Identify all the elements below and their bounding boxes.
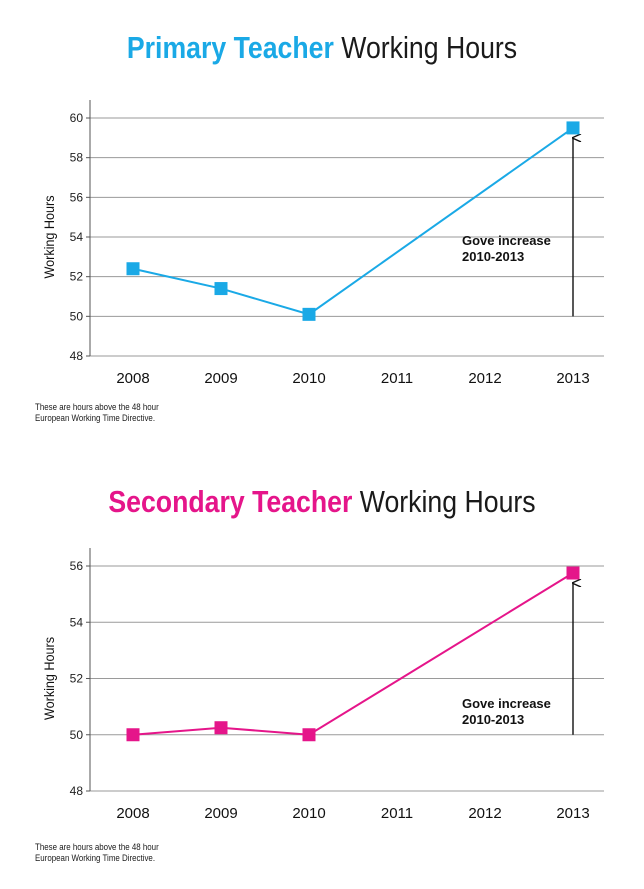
annotation-label: Gove increase 2010-2013: [462, 696, 551, 727]
x-tick-label: 2013: [556, 370, 590, 387]
x-tick-label: 2008: [116, 805, 150, 822]
chart-title-primary: [45, 30, 599, 66]
y-tick-label: 48: [69, 784, 83, 798]
y-tick-label: 50: [69, 727, 83, 742]
annotation-label: Gove increase 2010-2013: [462, 233, 551, 264]
y-tick-label: 48: [69, 349, 83, 363]
chart-title-secondary: [45, 484, 599, 520]
x-tick-label: 2008: [116, 370, 150, 387]
x-tick-label: 2009: [204, 370, 238, 387]
note-line-2: European Working Time Directive.: [35, 853, 156, 863]
data-point: [567, 121, 580, 134]
title-rest: Working Hours: [352, 484, 536, 519]
x-tick-label: 2012: [468, 370, 502, 387]
y-tick-label: 58: [69, 150, 83, 165]
title-rest: Working Hours: [333, 30, 518, 65]
x-tick-label: 2010: [292, 805, 326, 822]
secondary-line-chart: [0, 535, 644, 840]
y-axis-label: Working Hours: [41, 195, 58, 279]
x-tick-label: 2012: [468, 805, 502, 822]
y-tick-label: 52: [69, 269, 83, 284]
x-tick-label: 2009: [204, 805, 238, 822]
y-axis-label: Working Hours: [41, 637, 58, 720]
data-point: [215, 721, 228, 734]
series-line: [133, 128, 573, 314]
x-tick-label: 2011: [380, 805, 414, 822]
data-point: [215, 282, 228, 295]
y-tick-label: 50: [69, 309, 83, 324]
note-line-1: These are hours above the 48 hour: [35, 842, 159, 852]
data-point: [567, 567, 580, 580]
data-point: [127, 728, 140, 741]
y-tick-label: 56: [69, 190, 83, 205]
data-point: [303, 308, 316, 321]
chart-note-secondary: [35, 842, 159, 864]
y-tick-label: 54: [69, 230, 83, 244]
y-tick-label: 52: [69, 671, 83, 686]
x-tick-label: 2013: [556, 805, 590, 822]
y-tick-label: 56: [69, 559, 83, 573]
title-highlight: Secondary Teacher: [108, 484, 353, 519]
chart-note-primary: [35, 402, 159, 424]
data-point: [303, 728, 316, 741]
x-tick-label: 2010: [292, 370, 326, 387]
title-highlight: Primary Teacher: [126, 30, 334, 65]
x-tick-label: 2011: [380, 370, 414, 387]
note-line-2: European Working Time Directive.: [35, 413, 156, 423]
note-line-1: These are hours above the 48 hour: [35, 402, 159, 412]
y-tick-label: 54: [69, 615, 83, 630]
data-point: [127, 262, 140, 275]
y-tick-label: 60: [69, 111, 83, 125]
primary-line-chart: [0, 80, 644, 400]
